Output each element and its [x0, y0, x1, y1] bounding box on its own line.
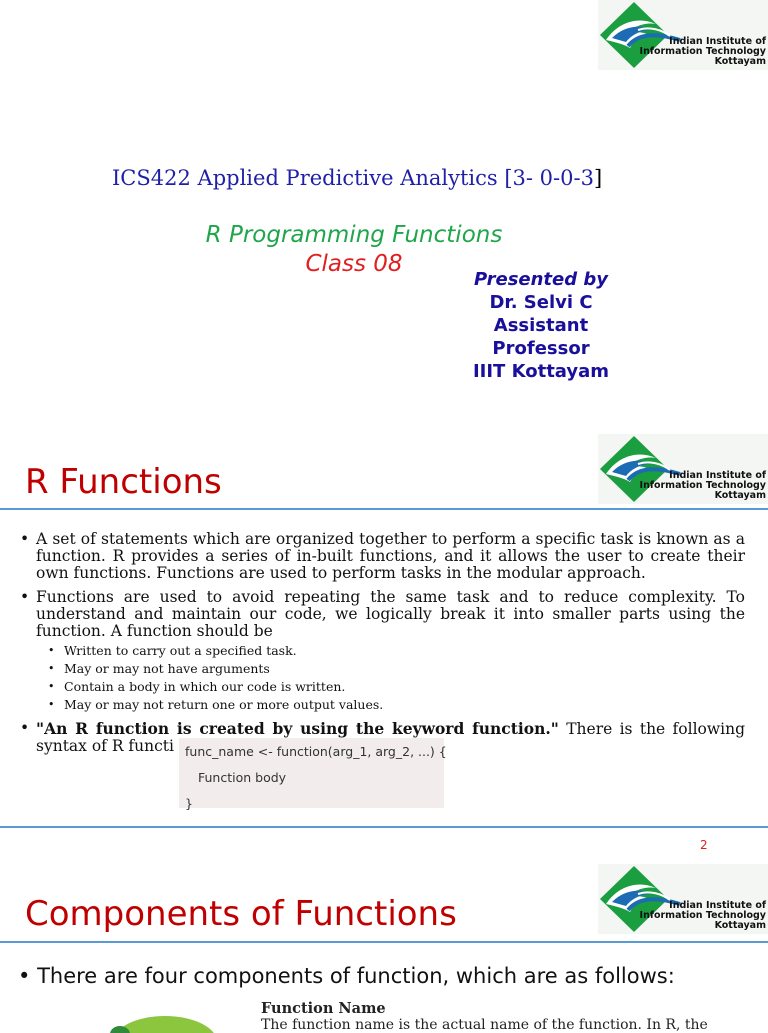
components-slide [0, 860, 768, 1033]
bullet-icon: • [48, 680, 55, 693]
course-name: Applied Predictive Analytics [3- 0-0-3 [197, 166, 594, 190]
list-item [18, 696, 745, 714]
lecture-subtitle: R Programming Functions [205, 222, 503, 248]
bullet-icon: • [18, 964, 31, 988]
list-item [18, 642, 745, 660]
bullet-icon: • [20, 719, 30, 737]
bullet-icon: • [48, 698, 55, 711]
code-line-3: } [185, 796, 193, 811]
class-number: Class 08 [305, 251, 403, 277]
presented-by-label: Presented by [473, 269, 609, 290]
logo-line-1: Indian Institute of [669, 900, 766, 911]
component-name-heading: Function Name [261, 1000, 386, 1017]
logo-text [640, 37, 766, 67]
logo-line-3: Kottayam [714, 56, 766, 67]
logo-text [640, 471, 766, 501]
presenter-role-line1: Assistant [493, 315, 589, 336]
slide-title: Components of Functions [25, 894, 457, 934]
slide-body [18, 531, 745, 762]
iiit-kottayam-logo [598, 0, 768, 70]
logo-line-2: Information Technology [639, 46, 766, 57]
code-line-2: Function body [198, 770, 287, 785]
title-slide [0, 0, 768, 432]
list-item [18, 660, 745, 678]
logo-line-2: Information Technology [639, 910, 766, 921]
bullet-icon: • [20, 530, 30, 548]
logo-line-2: Information Technology [639, 480, 766, 491]
bullet-purpose [18, 589, 745, 640]
component-description: The function name is the actual name of the function. In R, the [261, 1017, 708, 1033]
iiit-kottayam-logo [598, 434, 768, 504]
logo-line-3: Kottayam [714, 920, 766, 931]
r-functions-slide [0, 432, 768, 832]
presenter-role-line2: Professor [492, 338, 590, 359]
list-item-text: Contain a body in which our code is written. [64, 679, 346, 694]
logo-line-3: Kottayam [714, 490, 766, 501]
iiit-kottayam-logo [598, 864, 768, 934]
slide-bottom-divider [0, 826, 768, 828]
bullet-icon: • [20, 588, 30, 606]
page-number: 2 [700, 838, 708, 852]
requirements-list [18, 642, 745, 714]
syntax-code-box [179, 738, 447, 811]
list-item-text: May or may not return one or more output values. [64, 697, 384, 712]
bullet-text: Functions are used to avoid repeating the same task and to reduce complexity. To understand and maintain our code, we logically break it into smaller parts using the function. A function should be [36, 588, 745, 640]
logo-text [640, 901, 766, 931]
bullet-definition [18, 531, 745, 582]
list-item-text: Written to carry out a specified task. [64, 643, 297, 658]
bullet-icon: • [48, 662, 55, 675]
components-intro [18, 964, 675, 988]
course-title [112, 166, 602, 190]
bullet-text: There is the following syntax of R functi [36, 720, 745, 755]
logo-line-1: Indian Institute of [669, 470, 766, 481]
slide-title: R Functions [25, 462, 222, 502]
title-divider [0, 941, 768, 943]
presenter-block [456, 268, 626, 383]
presenter-name: Dr. Selvi C [489, 292, 593, 313]
course-code: ICS422 [112, 166, 191, 190]
presenter-institute: IIIT Kottayam [472, 361, 610, 382]
green-circle-icon [100, 1012, 230, 1032]
bullet-text: There are four components of function, which are as follows: [37, 964, 675, 988]
logo-line-1: Indian Institute of [669, 36, 766, 47]
title-divider [0, 508, 768, 510]
list-item-text: May or may not have arguments [64, 661, 270, 676]
bullet-bold-text: "An R function is created by using the keyword function." [36, 719, 559, 738]
bullet-icon: • [48, 644, 55, 657]
bullet-text: A set of statements which are organized together to perform a specific task is known as a function. R provides a series of in-built functions, and it allows the user to create their own functions. Functions are used to perform tasks in the modular approach. [36, 530, 745, 582]
code-line-1: func_name <- function(arg_1, arg_2, ...) { [185, 744, 447, 759]
course-bracket: ] [593, 166, 603, 190]
list-item [18, 678, 745, 696]
